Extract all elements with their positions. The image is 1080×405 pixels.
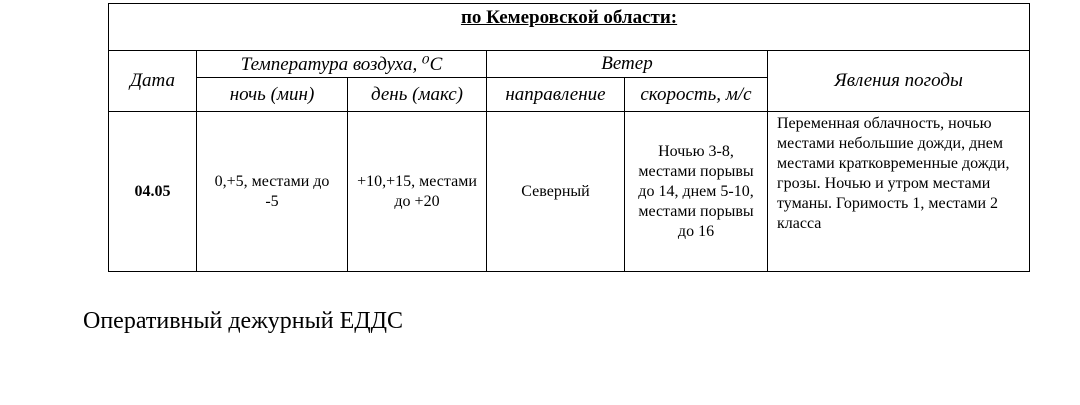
header-direction: направление: [487, 78, 625, 112]
header-day: день (макс): [348, 78, 487, 112]
header-speed: скорость, м/с: [625, 78, 768, 112]
cell-date: 04.05: [109, 112, 197, 272]
cell-night-text: 0,+5, местами до -5: [214, 172, 330, 210]
cell-speed-text: Ночью 3-8, местами порывы до 14, днем 5-10, местами порывы до 16: [638, 142, 754, 240]
header-row-group: [109, 51, 1030, 78]
cell-direction: Северный: [487, 112, 625, 272]
header-phenomena: Явления погоды: [768, 51, 1030, 112]
header-night: ночь (мин): [197, 78, 348, 112]
forecast-table: [108, 3, 1030, 272]
cell-phenomena: Переменная облачность, ночью местами небольшие дожди, днем местами кратковременные дожди, грозы. Ночью и утром местами туманы. Горимость 1, местами 2 класса: [768, 112, 1030, 272]
title-row: [109, 4, 1030, 51]
header-wind: Ветер: [487, 51, 768, 78]
title-cell: [109, 4, 1030, 51]
table-title: по Кемеровской области:: [460, 7, 678, 28]
cell-night: [197, 112, 348, 272]
header-temperature: Температура воздуха, ⁰С: [197, 51, 487, 78]
cell-speed: [625, 112, 768, 272]
table-row: [109, 112, 1030, 272]
cell-day-text: +10,+15, местами до +20: [357, 172, 477, 210]
header-date: Дата: [109, 51, 197, 112]
signature-line: Оперативный дежурный ЕДДС: [83, 308, 404, 334]
cell-day: [348, 112, 487, 272]
